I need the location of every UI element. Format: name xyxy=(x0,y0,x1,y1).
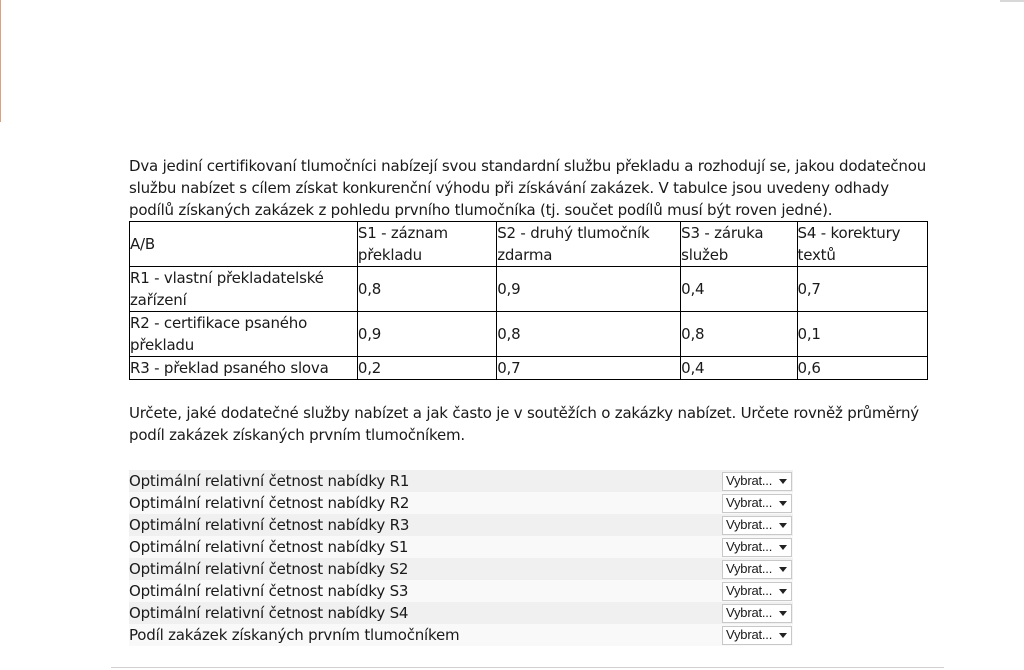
chevron-down-icon xyxy=(779,479,787,484)
chevron-down-icon xyxy=(779,567,787,572)
row-header-r2: R2 - certifikace psaného překladu xyxy=(130,312,358,357)
table-cell: 0,8 xyxy=(357,267,496,312)
chevron-down-icon xyxy=(779,501,787,506)
question-text: Určete, jaké dodatečné služby nabízet a jak často je v soutěžích o zakázky nabízet. Určete rovněž průměrný podíl zakázek získaných prvním tlumočníkem. xyxy=(129,404,919,444)
table-row xyxy=(130,267,928,312)
table-row xyxy=(130,312,928,357)
select-value: Vybrat... xyxy=(726,627,773,642)
table-cell: 0,6 xyxy=(797,357,927,380)
table-cell: 0,8 xyxy=(681,312,797,357)
answer-row-r3 xyxy=(129,514,793,536)
table-cell: 0,7 xyxy=(497,357,681,380)
answer-row-share xyxy=(129,624,793,646)
select-value: Vybrat... xyxy=(726,561,773,576)
answer-select-r1[interactable] xyxy=(722,472,792,491)
answer-row-s2 xyxy=(129,558,793,580)
answer-select-r3[interactable] xyxy=(722,516,792,535)
answer-label: Optimální relativní četnost nabídky S1 xyxy=(129,538,409,556)
table-header-row xyxy=(130,222,928,267)
answer-row-s3 xyxy=(129,580,793,602)
answer-row-s4 xyxy=(129,602,793,624)
footer-divider xyxy=(111,667,944,668)
answer-label: Optimální relativní četnost nabídky S3 xyxy=(129,582,409,600)
answer-select-s1[interactable] xyxy=(722,538,792,557)
question-content xyxy=(129,155,929,646)
table-cell: 0,2 xyxy=(357,357,496,380)
answer-list xyxy=(129,470,793,646)
answer-label: Optimální relativní četnost nabídky S2 xyxy=(129,560,409,578)
select-value: Vybrat... xyxy=(726,517,773,532)
answer-select-share[interactable] xyxy=(722,626,792,645)
intro-text: Dva jediní certifikovaní tlumočníci nabízejí svou standardní službu překladu a rozhodují se, jakou dodatečnou službu nabízet s cílem získat konkurenční výhodu při získávání zakázek. V tabulce jsou uvedeny odhady podílů získaných zakázek z pohledu prvního tlumočníka (tj. součet podílů musí být roven jedné). xyxy=(129,157,927,219)
chevron-down-icon xyxy=(779,589,787,594)
table-cell: 0,9 xyxy=(357,312,496,357)
select-value: Vybrat... xyxy=(726,583,773,598)
chevron-down-icon xyxy=(779,633,787,638)
table-cell: 0,7 xyxy=(797,267,927,312)
column-header-s2: S2 - druhý tlumočník zdarma xyxy=(497,222,681,267)
answer-row-r2 xyxy=(129,492,793,514)
select-value: Vybrat... xyxy=(726,495,773,510)
answer-label: Podíl zakázek získaných prvním tlumočníkem xyxy=(129,626,460,644)
table-cell: 0,4 xyxy=(681,357,797,380)
chevron-down-icon xyxy=(779,523,787,528)
table-cell: 0,1 xyxy=(797,312,927,357)
table-row xyxy=(130,357,928,380)
answer-label: Optimální relativní četnost nabídky R3 xyxy=(129,516,410,534)
chevron-down-icon xyxy=(779,545,787,550)
answer-row-s1 xyxy=(129,536,793,558)
answer-select-s2[interactable] xyxy=(722,560,792,579)
row-header-r3: R3 - překlad psaného slova xyxy=(130,357,358,380)
answer-select-s3[interactable] xyxy=(722,582,792,601)
answer-label: Optimální relativní četnost nabídky R2 xyxy=(129,494,410,512)
table-corner-cell: A/B xyxy=(130,222,358,267)
table-cell: 0,4 xyxy=(681,267,797,312)
answer-select-s4[interactable] xyxy=(722,604,792,623)
page-edge-accent xyxy=(0,0,1,122)
column-header-s3: S3 - záruka služeb xyxy=(681,222,797,267)
table-cell: 0,9 xyxy=(497,267,681,312)
row-header-r1: R1 - vlastní překladatelské zařízení xyxy=(130,267,358,312)
answer-label: Optimální relativní četnost nabídky R1 xyxy=(129,472,410,490)
answer-label: Optimální relativní četnost nabídky S4 xyxy=(129,604,409,622)
chevron-down-icon xyxy=(779,611,787,616)
select-value: Vybrat... xyxy=(726,473,773,488)
select-value: Vybrat... xyxy=(726,605,773,620)
table-cell: 0,8 xyxy=(497,312,681,357)
select-value: Vybrat... xyxy=(726,539,773,554)
answer-select-r2[interactable] xyxy=(722,494,792,513)
page-edge-rule xyxy=(1000,0,1024,2)
payoff-table xyxy=(129,221,928,380)
answer-row-r1 xyxy=(129,470,793,492)
column-header-s1: S1 - záznam překladu xyxy=(357,222,496,267)
column-header-s4: S4 - korektury textů xyxy=(797,222,927,267)
